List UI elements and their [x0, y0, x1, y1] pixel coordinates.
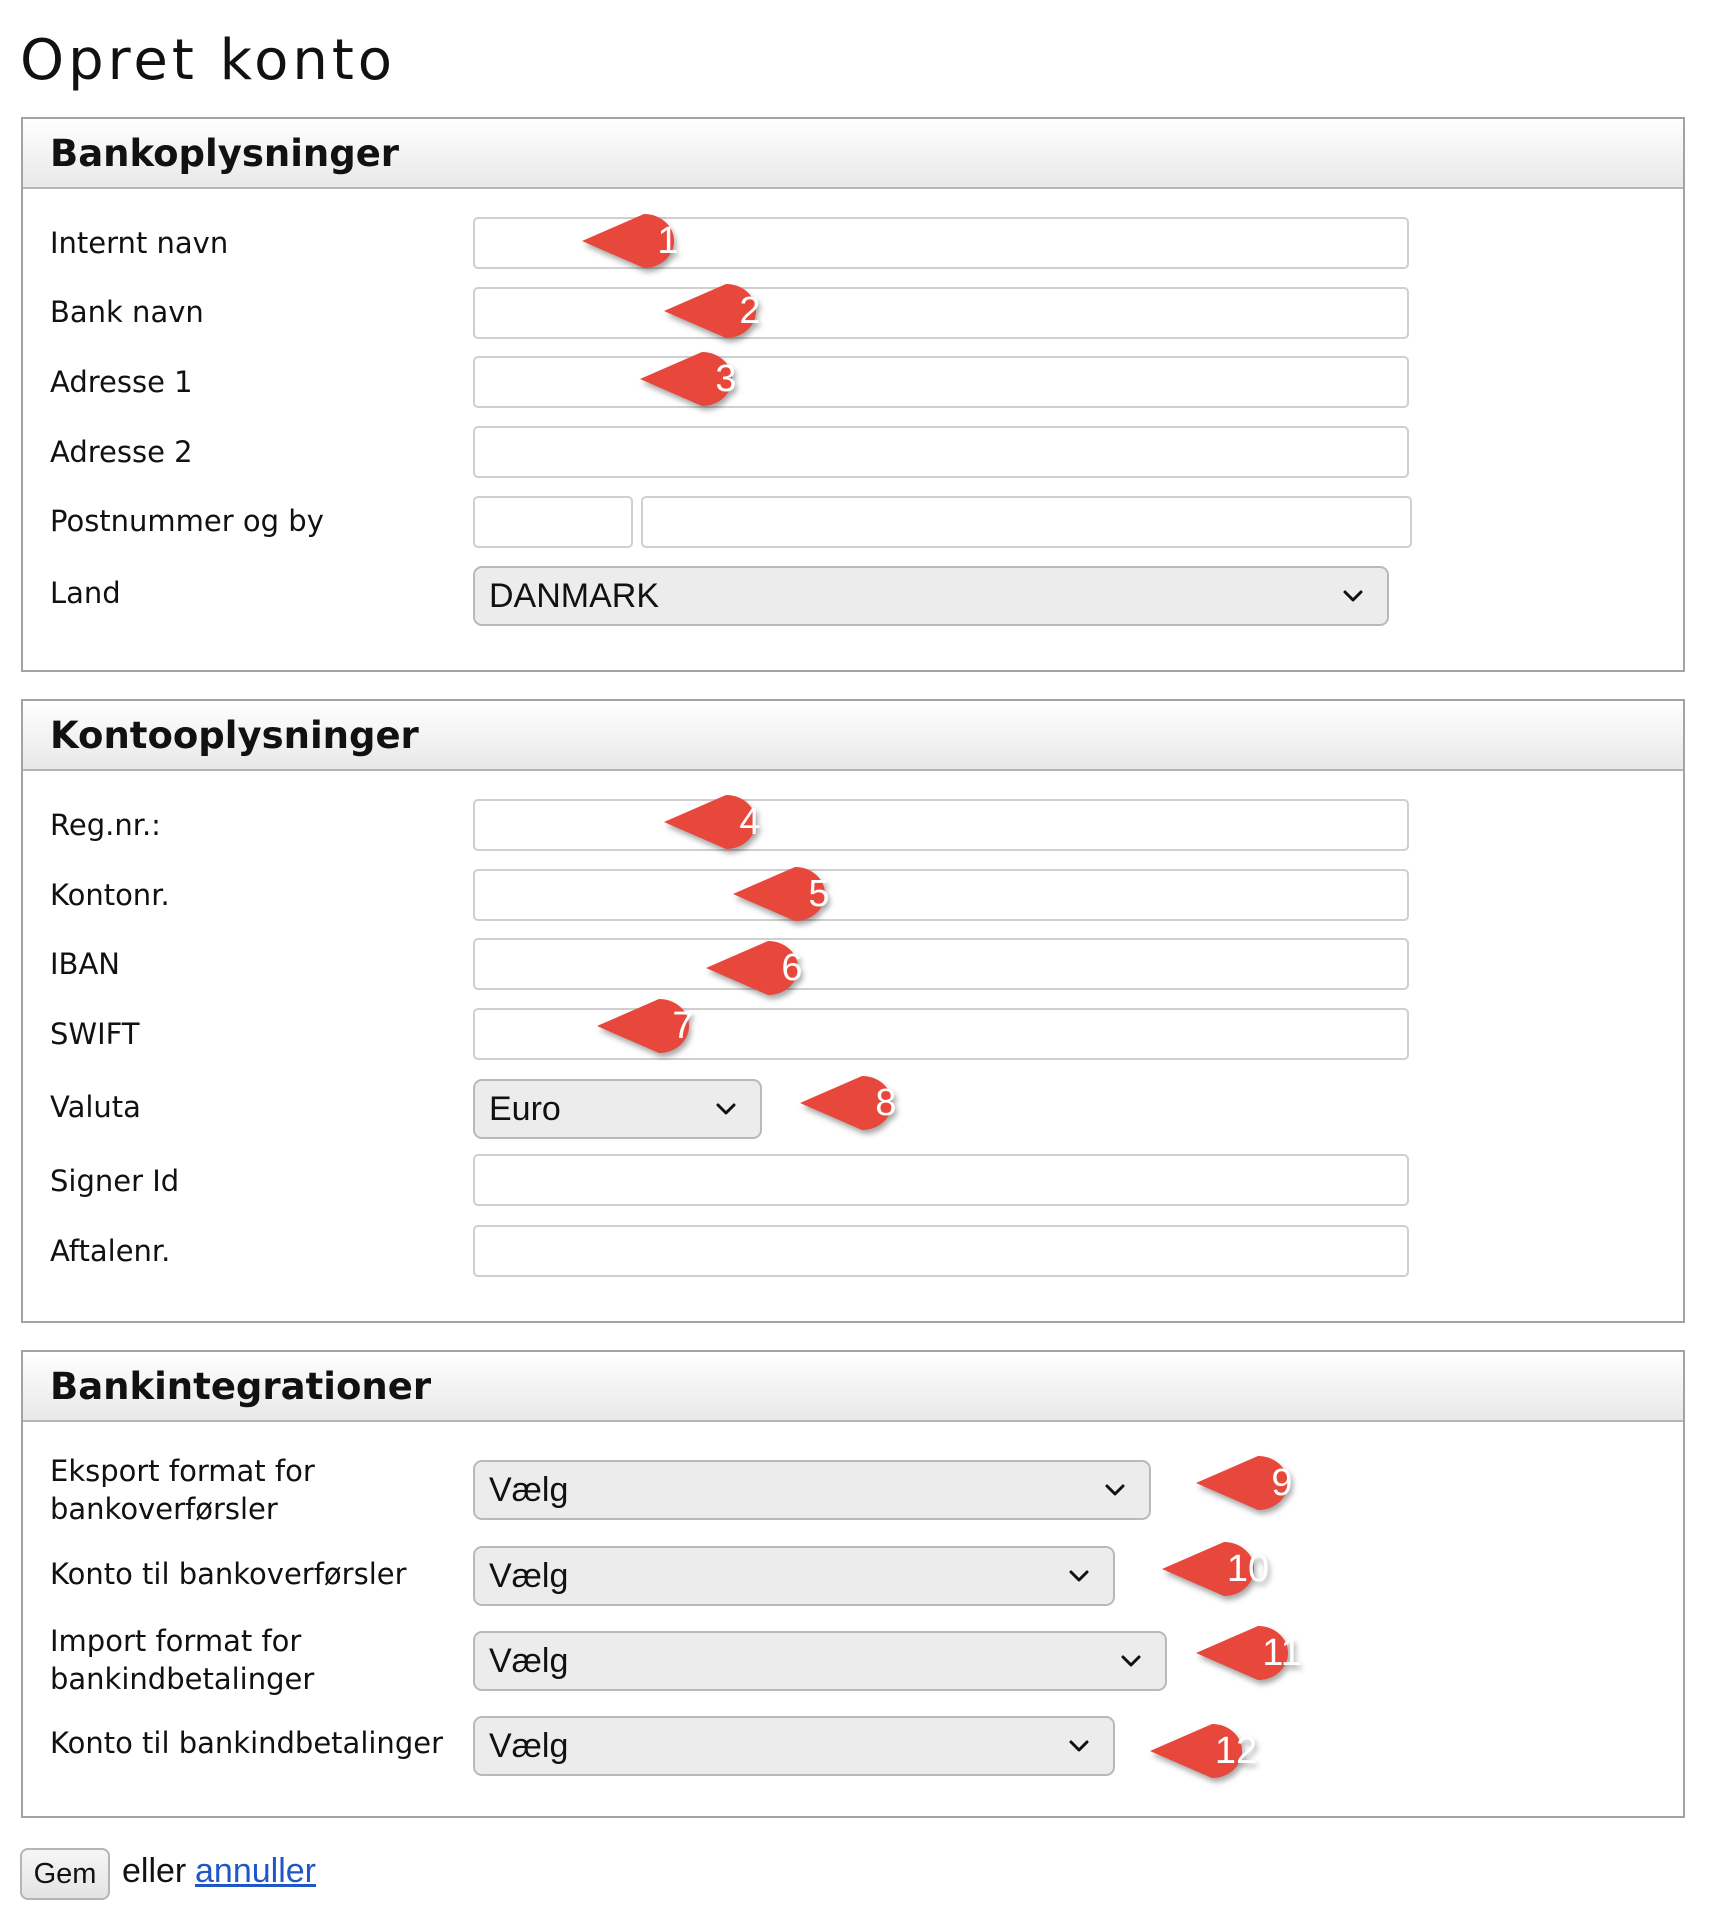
export-format-value: Vælg — [489, 1470, 569, 1509]
callout-number: 3 — [715, 357, 737, 400]
integrations-panel — [21, 1350, 1685, 1818]
callout-number: 5 — [808, 872, 830, 915]
callout-marker-6 — [706, 937, 826, 999]
transfer-account-select[interactable] — [473, 1546, 1115, 1606]
chevron-down-icon — [1103, 1478, 1127, 1502]
callout-number: 10 — [1226, 1547, 1270, 1590]
callout-marker-1 — [582, 210, 702, 272]
callout-marker-11 — [1196, 1622, 1316, 1684]
import-format-value: Vælg — [489, 1641, 569, 1680]
callout-number: 7 — [672, 1004, 694, 1047]
address2-input[interactable] — [473, 426, 1409, 478]
save-button[interactable]: Gem — [20, 1848, 110, 1900]
country-label: Land — [50, 576, 121, 610]
payment-account-value: Vælg — [489, 1726, 569, 1765]
city-input[interactable] — [641, 496, 1412, 548]
swift-label: SWIFT — [50, 1017, 140, 1051]
signer-id-label: Signer Id — [50, 1164, 180, 1198]
callout-number: 8 — [875, 1081, 897, 1124]
currency-select[interactable] — [473, 1079, 762, 1139]
import-format-select[interactable] — [473, 1631, 1167, 1691]
address1-input[interactable] — [473, 356, 1409, 408]
reg-no-label: Reg.nr.: — [50, 808, 161, 842]
country-value: DANMARK — [489, 576, 660, 615]
agreement-no-label: Aftalenr. — [50, 1234, 171, 1268]
callout-marker-5 — [733, 863, 853, 925]
callout-marker-7 — [597, 995, 717, 1057]
postal-city-label: Postnummer og by — [50, 504, 324, 538]
callout-marker-2 — [664, 280, 784, 342]
payment-account-label: Konto til bankindbetalinger — [50, 1726, 443, 1760]
iban-input[interactable] — [473, 938, 1409, 990]
export-format-label: Eksport format for bankoverførsler — [50, 1454, 315, 1526]
transfer-account-label: Konto til bankoverførsler — [50, 1557, 407, 1591]
integrations-header — [23, 1352, 1683, 1422]
address1-label: Adresse 1 — [50, 365, 193, 399]
chevron-down-icon — [1067, 1734, 1091, 1758]
account-no-input[interactable] — [473, 869, 1409, 921]
iban-label: IBAN — [50, 947, 120, 981]
bank-info-title: Bankoplysninger — [50, 131, 400, 175]
internal-name-label: Internt navn — [50, 226, 229, 260]
country-select[interactable] — [473, 566, 1389, 626]
address2-label: Adresse 2 — [50, 435, 193, 469]
callout-number: 11 — [1262, 1631, 1302, 1674]
account-no-label: Kontonr. — [50, 878, 170, 912]
page-title: Opret konto — [20, 28, 397, 93]
chevron-down-icon — [1119, 1649, 1143, 1673]
callout-number: 9 — [1271, 1461, 1293, 1504]
cancel-link[interactable]: annuller — [195, 1852, 316, 1890]
signer-id-input[interactable] — [473, 1154, 1409, 1206]
bank-name-input[interactable] — [473, 287, 1409, 339]
payment-account-select[interactable] — [473, 1716, 1115, 1776]
account-info-header — [23, 701, 1683, 771]
callout-marker-8 — [800, 1072, 920, 1134]
callout-marker-10 — [1162, 1538, 1282, 1600]
callout-number: 4 — [739, 800, 761, 843]
callout-number: 12 — [1214, 1729, 1258, 1772]
chevron-down-icon — [714, 1097, 738, 1121]
bank-name-label: Bank navn — [50, 295, 204, 329]
postal-code-input[interactable] — [473, 496, 633, 548]
chevron-down-icon — [1341, 584, 1365, 608]
callout-number: 1 — [657, 219, 679, 262]
currency-label: Valuta — [50, 1090, 141, 1124]
import-format-label: Import format for bankindbetalinger — [50, 1624, 315, 1696]
callout-marker-12 — [1150, 1720, 1270, 1782]
bank-info-panel — [21, 117, 1685, 672]
chevron-down-icon — [1067, 1564, 1091, 1588]
callout-number: 2 — [739, 289, 761, 332]
currency-value: Euro — [489, 1089, 561, 1128]
integrations-title: Bankintegrationer — [50, 1364, 432, 1408]
agreement-no-input[interactable] — [473, 1225, 1409, 1277]
callout-marker-3 — [640, 348, 760, 410]
callout-number: 6 — [781, 946, 803, 989]
transfer-account-value: Vælg — [489, 1556, 569, 1595]
export-format-select[interactable] — [473, 1460, 1151, 1520]
or-text: eller — [122, 1852, 187, 1890]
account-info-title: Kontooplysninger — [50, 713, 419, 757]
account-info-panel — [21, 699, 1685, 1323]
callout-marker-4 — [664, 791, 784, 853]
callout-marker-9 — [1196, 1452, 1316, 1514]
bank-info-header — [23, 119, 1683, 189]
reg-no-input[interactable] — [473, 799, 1409, 851]
